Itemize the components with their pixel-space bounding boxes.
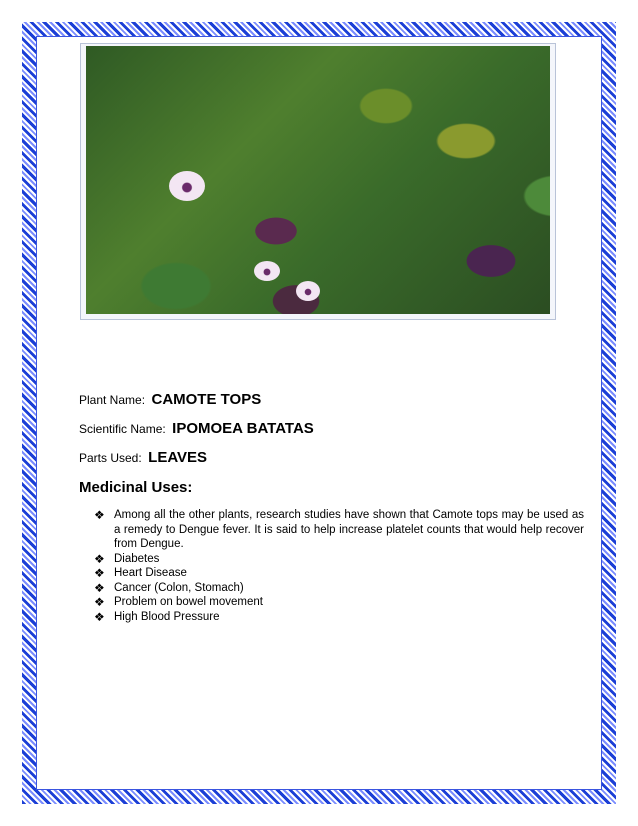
list-item bbox=[94, 552, 584, 567]
camote-tops-photo bbox=[86, 46, 550, 314]
list-item bbox=[94, 610, 584, 625]
scientific-name-value: IPOMOEA BATATAS bbox=[172, 420, 314, 437]
list-item-text: Among all the other plants, research studies have shown that Camote tops may be used as a remedy to Dengue fever. It is said to help increase platelet counts that would help recover from Dengue. bbox=[114, 509, 584, 550]
list-item-text: Diabetes bbox=[114, 552, 160, 565]
diamond-bullet-icon: ❖ bbox=[94, 609, 105, 624]
flower-3 bbox=[296, 281, 320, 301]
list-item-text: High Blood Pressure bbox=[114, 610, 220, 623]
plant-name-value: CAMOTE TOPS bbox=[151, 391, 262, 408]
plant-name-label: Plant Name: bbox=[79, 393, 146, 407]
flower-1 bbox=[169, 171, 205, 201]
diamond-bullet-icon: ❖ bbox=[94, 551, 105, 566]
parts-used-row bbox=[79, 449, 207, 467]
parts-used-value: LEAVES bbox=[148, 449, 208, 466]
list-item-text: Cancer (Colon, Stomach) bbox=[114, 581, 244, 594]
diamond-bullet-icon: ❖ bbox=[94, 508, 105, 522]
diamond-bullet-icon: ❖ bbox=[94, 566, 105, 580]
plant-name-row bbox=[79, 391, 261, 409]
list-item bbox=[94, 508, 584, 552]
list-item bbox=[94, 595, 584, 610]
list-item bbox=[94, 581, 584, 596]
list-item-text: Problem on bowel movement bbox=[114, 596, 263, 608]
scientific-name-row bbox=[79, 420, 314, 438]
list-item-text: Heart Disease bbox=[114, 567, 187, 579]
medicinal-uses-title: Medicinal Uses: bbox=[79, 479, 193, 496]
diamond-bullet-icon: ❖ bbox=[94, 580, 105, 595]
scientific-name-label: Scientific Name: bbox=[79, 422, 166, 436]
parts-used-label: Parts Used: bbox=[79, 451, 142, 465]
diamond-bullet-icon: ❖ bbox=[94, 595, 105, 609]
medicinal-uses-list bbox=[94, 508, 584, 624]
flower-2 bbox=[254, 261, 280, 281]
list-item bbox=[94, 566, 584, 581]
